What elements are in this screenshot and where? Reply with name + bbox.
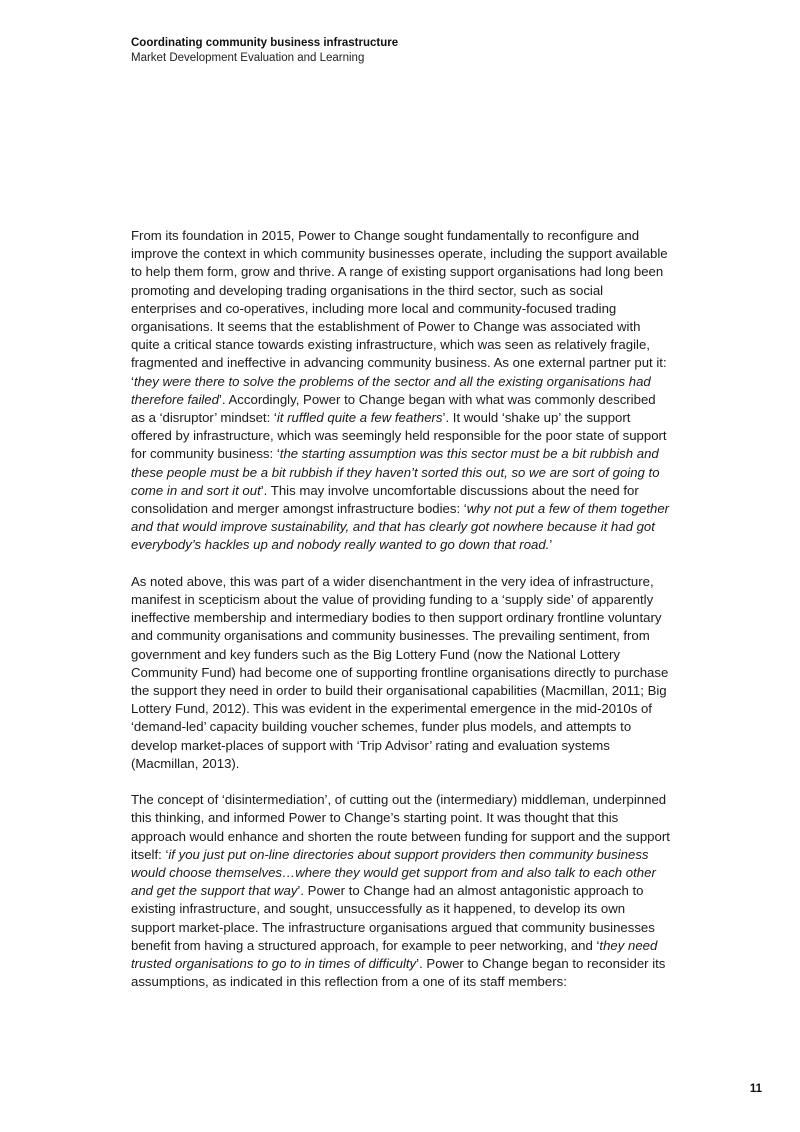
- text-run: As noted above, this was part of a wider disenchantment in the very idea of infrastructure, manifest in scepticism about the value of providing funding to a ‘supply side’ of apparently ineffective membership and intermediary bodies to then support ordinary frontline voluntary and community organisations and community businesses. The prevailing sentiment, from government and key funders such as the Big Lottery Fund (now the National Lottery Community Fund) had become one of supporting frontline organisations directly to purchase the support they need in order to build their organisational capabilities (Macmillan, 2011; Big Lottery Fund, 2012). This was evident in the experimental emergence in the mid-2010s of ‘demand-led’ capacity building voucher schemes, funder plus models, and attempts to develop market-places of support with ‘Trip Advisor’ rating and evaluation systems (Macmillan, 2013).: [131, 573, 669, 771]
- body-text: [131, 227, 671, 1010]
- text-run: ’. Power to Change had an almost antagonistic approach to existing infrastructure, and sought, unsuccessfully as it happened, to develop its own support market-place. The infrastructure organisations argued that community businesses benefit from having a structured approach, for example to peer networking, and ‘: [131, 883, 655, 953]
- text-run: ’. Accordingly, Power to Change began with what was commonly described as a ‘disruptor’ mindset: ‘: [131, 391, 656, 426]
- running-header: [131, 36, 398, 66]
- paragraph: [131, 791, 671, 991]
- page-number: 11: [749, 1083, 762, 1095]
- text-run: From its foundation in 2015, Power to Change sought fundamentally to reconfigure and improve the context in which community businesses operate, including the support available to help them form, grow and thrive. A range of existing support organisations had long been promoting and developing trading organisations in the third sector, such as social enterprises and co-operatives, including more local and community-focused trading organisations. It seems that the establishment of Power to Change was associated with quite a critical stance towards existing infrastructure, which was seen as relatively fragile, fragmented and ineffective in advancing community business. As one external partner put it: ‘: [131, 228, 668, 389]
- text-run: ’. This may involve uncomfortable discussions about the need for consolidation and merger amongst infrastructure bodies: ‘: [131, 482, 639, 517]
- quote-run: they need trusted organisations to go to in times of difficulty: [131, 937, 658, 972]
- paragraph: [131, 227, 671, 555]
- quote-run: it ruffled quite a few feathers: [276, 410, 443, 426]
- text-run: ’: [549, 537, 553, 553]
- header-title: Coordinating community business infrastructure: [131, 37, 399, 49]
- quote-run: the starting assumption was this sector must be a bit rubbish and these people must be a bit rubbish if they haven’t sorted this out, so we are sort of going to come in and sort it out: [131, 446, 660, 498]
- quote-run: why not put a few of them together and that would improve sustainability, and that has clearly got nowhere because it had got everybody’s hackles up and nobody really wanted to go down that road.: [131, 501, 670, 553]
- quote-run: they were there to solve the problems of the sector and all the existing organisations had therefore failed: [131, 373, 651, 407]
- text-run: The concept of ‘disintermediation’, of cutting out the (intermediary) middleman, underpinned this thinking, and informed Power to Change’s starting point. It was thought that this approach would enhance and shorten the route between funding for support and the support itself: ‘: [131, 792, 670, 862]
- text-run: ’. Power to Change began to reconsider its assumptions, as indicated in this reflection from a one of its staff members:: [131, 956, 666, 990]
- header-subtitle: Market Development Evaluation and Learning: [131, 52, 365, 64]
- quote-run: if you just put on-line directories about support providers then community business would choose themselves…where they would get support from and also talk to each other and get the support that way: [131, 846, 656, 899]
- text-run: ’. It would ‘shake up’ the support offered by infrastructure, which was seemingly held responsible for the poor state of support for community business: ‘: [131, 410, 667, 462]
- paragraph: [131, 573, 671, 773]
